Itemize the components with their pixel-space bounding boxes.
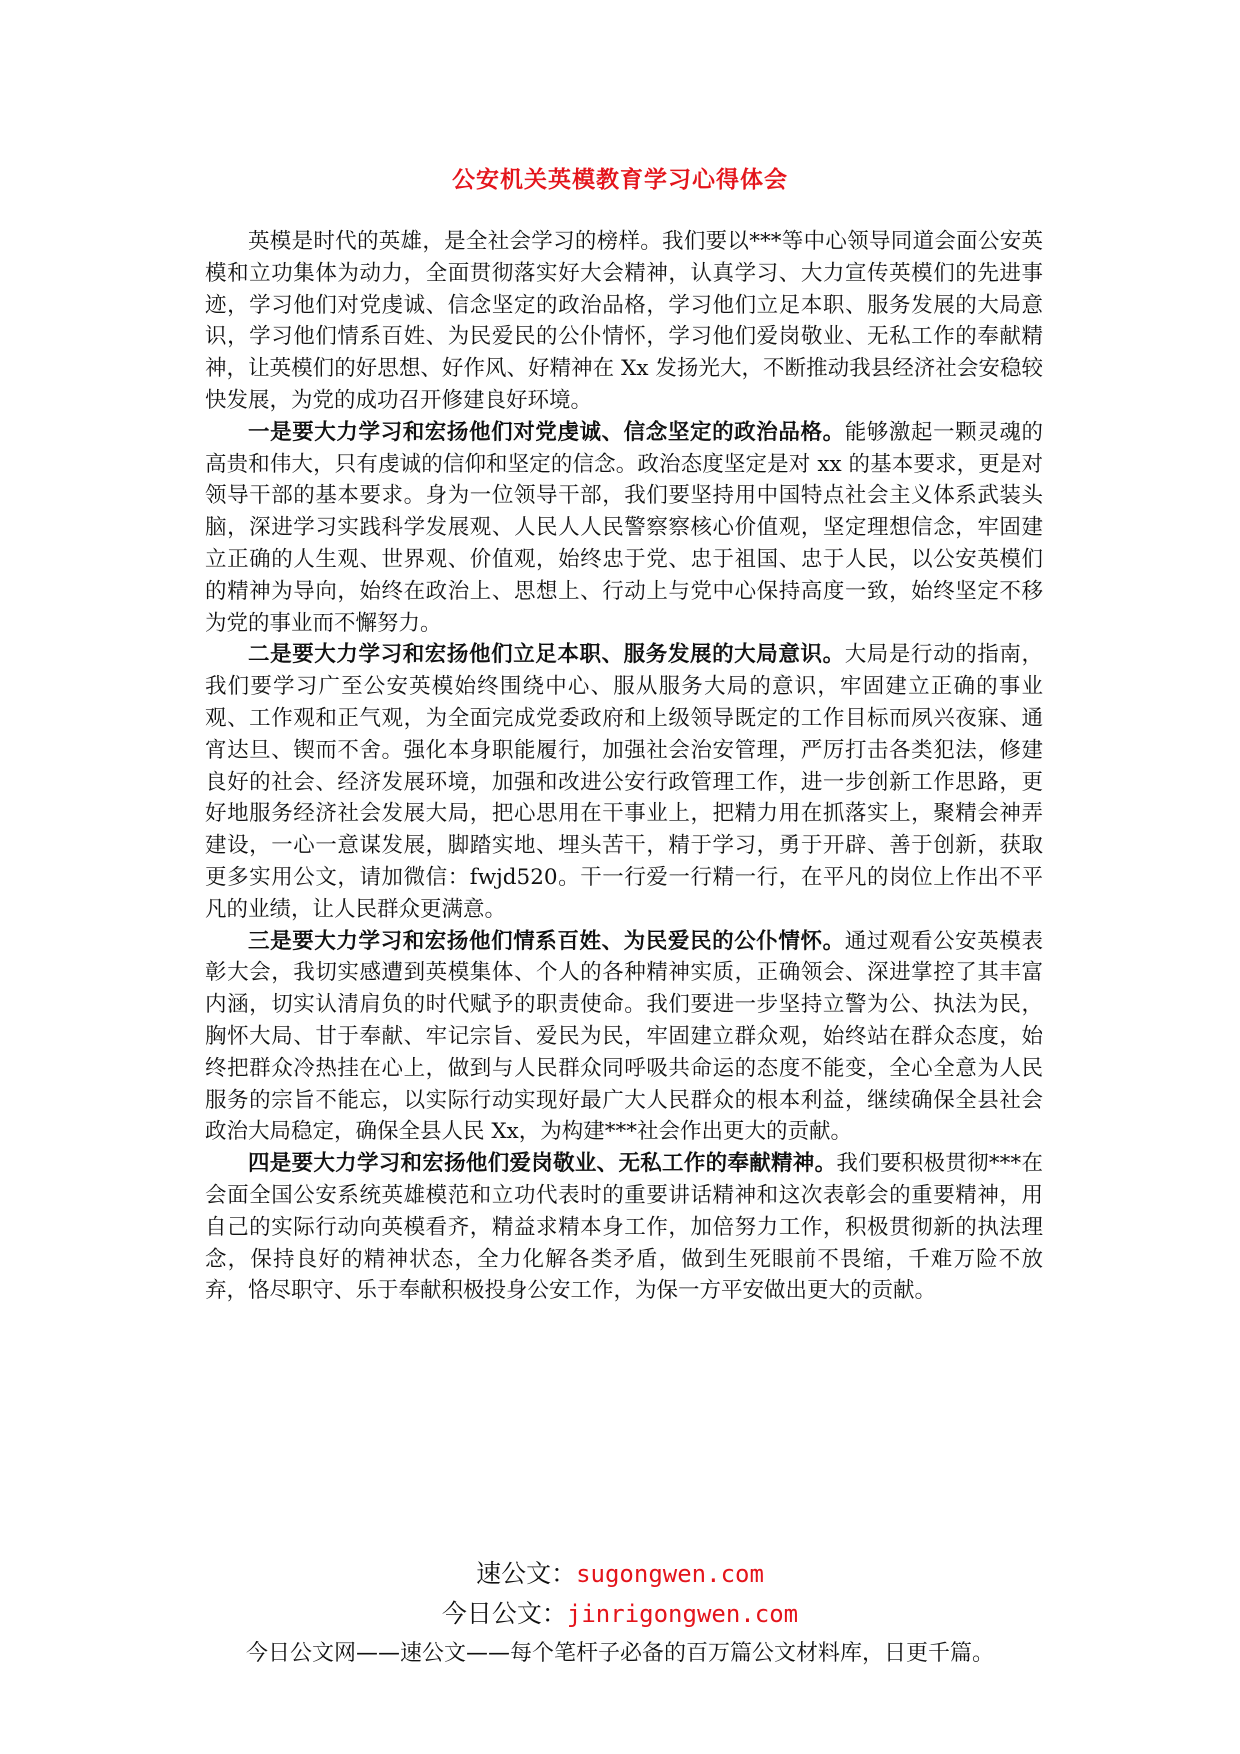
intro-paragraph: 英模是时代的英雄，是全社会学习的榜样。我们要以***等中心领导同道会面公安英模和立功集体为动力，全面贯彻落实好大会精神，认真学习、大力宣传英模们的先进事迹，学习他们对党虔诚、信念坚定的政治品格，学习他们立足本职、服务发展的大局意识，学习他们情系百姓、为民爱民的公仆情怀，学习他们爱岗敬业、无私工作的奉献精神，让英模们的好思想、好作风、好精神在 Xx 发扬光大，不断推动我县经济社会安稳较快发展，为党的成功召开修建良好环境。 [205, 229, 1043, 413]
jinrigongwen-link[interactable]: jinrigongwen.com [566, 1600, 799, 1628]
section-paragraph-2 [205, 639, 1043, 925]
section-heading-3: 三是要大力学习和宏扬他们情系百姓、为民爱民的公仆情怀。 [248, 928, 845, 954]
section-text-1: 能够激起一颗灵魂的高贵和伟大，只有虔诚的信仰和坚定的信念。政治态度坚定是对 xx 的基本要求，更是对领导干部的基本要求。身为一位领导干部，我们要坚持用中国特点社会主义体系武装头脑，深进学习实践科学发展观、人民人人民警察察核心价值观，坚定理想信念，牢固建立正确的人生观、世界观、价值观，始终忠于党、忠于祖国、忠于人民，以公安英模们的精神为导向，始终在政治上、思想上、行动上与党中心保持高度一致，始终坚定不移为党的事业而不懈努力。 [205, 419, 1043, 636]
section-paragraph-1 [205, 417, 1043, 640]
section-text-2: 大局是行动的指南，我们要学习广至公安英模始终围绕中心、服从服务大局的意识，牢固建立正确的事业观、工作观和正气观，为全面完成党委政府和上级领导既定的工作目标而夙兴夜寐、通宵达旦、锲而不舍。强化本身职能履行，加强社会治安管理，严厉打击各类犯法，修建良好的社会、经济发展环境，加强和改进公安行政管理工作，进一步创新工作思路，更好地服务经济社会发展大局，把心思用在干事业上，把精力用在抓落实上，聚精会神弄建设，一心一意谋发展，脚踏实地、埋头苦干，精于学习，勇于开辟、善于创新，获取更多实用公文，请加微信：fwjd520。干一行爱一行精一行，在平凡的岗位上作出不平凡的业绩，让人民群众更满意。 [205, 642, 1043, 922]
section-heading-4: 四是要大力学习和宏扬他们爱岗敬业、无私工作的奉献精神。 [248, 1151, 837, 1177]
section-text-4: 我们要积极贯彻***在会面全国公安系统英雄模范和立功代表时的重要讲话精神和这次表彰会的重要精神，用自己的实际行动向英模看齐，精益求精本身工作，加倍努力工作，积极贯彻新的执法理念，保持良好的精神状态，全力化解各类矛盾，做到生死眼前不畏缩，千难万险不放弃，恪尽职守、乐于奉献积极投身公安工作，为保一方平安做出更大的贡献。 [205, 1151, 1043, 1304]
sugongwen-link[interactable]: sugongwen.com [576, 1560, 764, 1588]
footer-jinrigongwen [0, 1594, 1240, 1630]
section-heading-2: 二是要大力学习和宏扬他们立足本职、服务发展的大局意识。 [248, 642, 845, 668]
footer-sugongwen [0, 1554, 1240, 1590]
section-paragraph-4 [205, 1148, 1043, 1307]
section-heading-1: 一是要大力学习和宏扬他们对党虔诚、信念坚定的政治品格。 [248, 419, 845, 445]
footer-jinrigongwen-label: 今日公文： [441, 1599, 567, 1628]
document-title: 公安机关英模教育学习心得体会 [452, 167, 788, 193]
document-body [205, 226, 1043, 1307]
footer-sugongwen-label: 速公文： [476, 1559, 577, 1588]
section-text-3: 通过观看公安英模表彰大会，我切实感遭到英模集体、个人的各种精神实质，正确领会、深进掌控了其丰富内涵，切实认清肩负的时代赋予的职责使命。我们要进一步坚持立警为公、执法为民， 胸怀大局、甘于奉献、牢记宗旨、爱民为民，牢固建立群众观，始终站在群众态度，始终把群众冷热挂在心上，做到与人民群众同呼吸共命运的态度不能变，全心全意为人民服务的宗旨不能忘，以实际行动实现好最广大人民群众的根本利益，继续确保全县社会政治大局稳定，确保全县人民 Xx，为构建***社会作出更大的贡献。 [205, 928, 1043, 1145]
section-paragraph-3 [205, 926, 1043, 1149]
footer-tagline: 今日公文网——速公文——每个笔杆子必备的百万篇公文材料库，日更千篇。 [245, 1641, 994, 1666]
